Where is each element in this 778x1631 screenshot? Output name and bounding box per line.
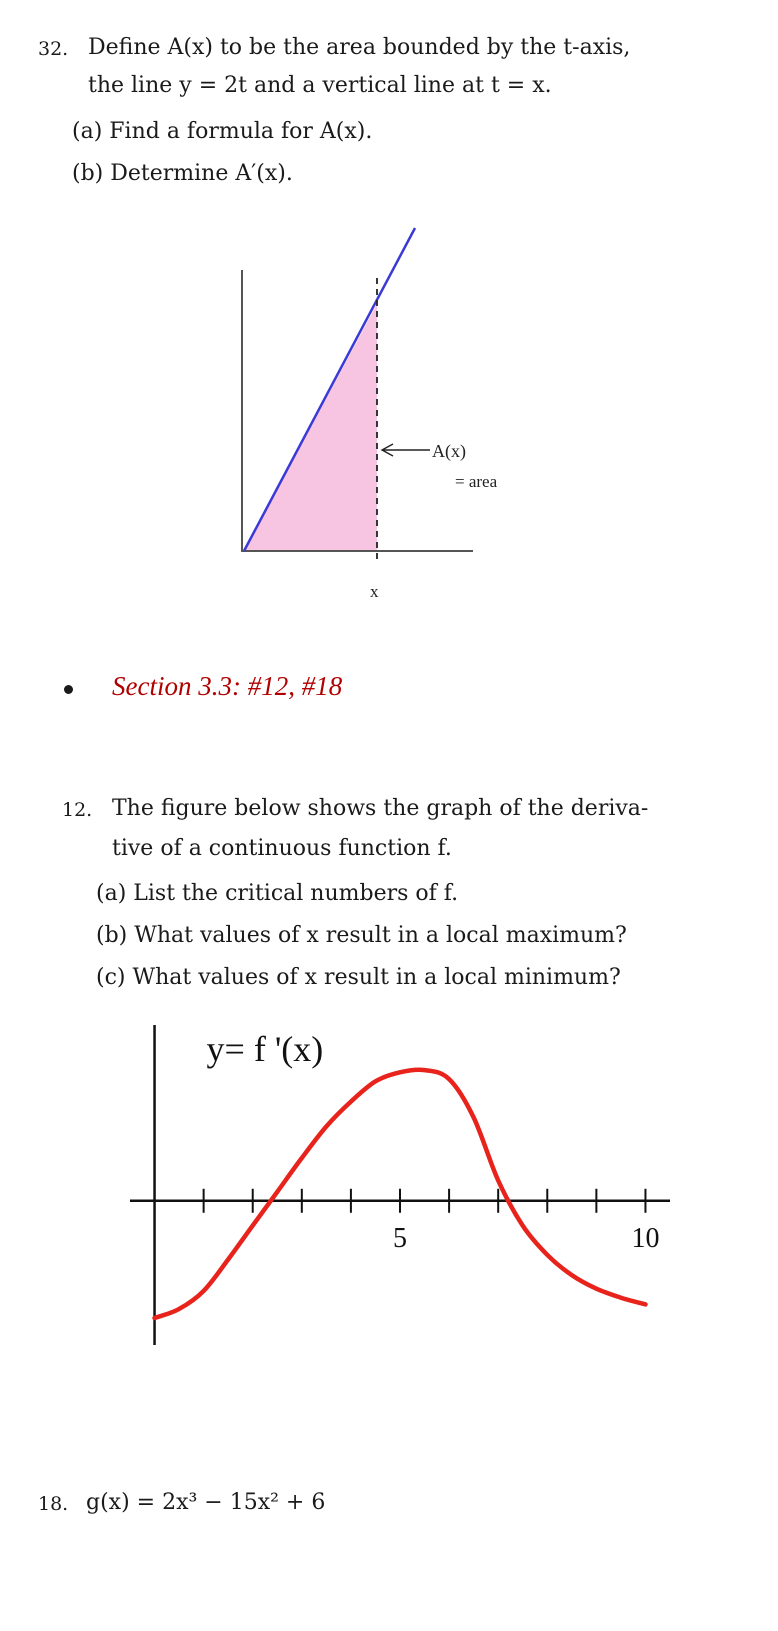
data-point-12 (448, 1078, 451, 1081)
arrow-label: A(x) (432, 441, 466, 461)
data-point-14 (497, 1179, 500, 1182)
data-point-16 (546, 1253, 549, 1256)
data-point-5 (276, 1190, 279, 1193)
problem-32-line2: the line y = 2t and a vertical line at t = x. (88, 73, 552, 98)
chart-title: y= f '(x) (206, 1029, 324, 1069)
area-label: = area (455, 472, 498, 491)
problem-12-part-c: (c) What values of x result in a local minimum? (96, 965, 621, 990)
data-point-15 (521, 1224, 524, 1227)
data-point-19 (619, 1296, 622, 1299)
derivative-chart (120, 1015, 680, 1355)
data-point-18 (595, 1287, 598, 1290)
data-point-4 (251, 1224, 254, 1227)
data-point-3 (227, 1258, 230, 1261)
problem-12-line1: The figure below shows the graph of the deriva- (112, 796, 649, 821)
data-point-13 (472, 1116, 475, 1119)
data-point-11 (423, 1069, 426, 1072)
x-label: x (370, 582, 379, 601)
problem-32-part-b: (b) Determine A′(x). (72, 161, 293, 186)
problem-32-number: 32. (38, 38, 69, 60)
problem-12-part-b: (b) What values of x result in a local maximum? (96, 923, 627, 948)
bullet-icon (64, 685, 73, 694)
data-point-6 (300, 1156, 303, 1159)
data-point-2 (202, 1289, 205, 1292)
data-point-9 (374, 1080, 377, 1083)
section-heading: Section 3.3: #12, #18 (112, 671, 343, 701)
data-point-0 (153, 1316, 156, 1319)
data-point-10 (399, 1071, 402, 1074)
area-figure (230, 218, 530, 608)
problem-12-number: 12. (62, 799, 93, 821)
data-point-20 (644, 1303, 647, 1306)
data-point-8 (349, 1100, 352, 1103)
data-point-17 (570, 1274, 573, 1277)
data-point-7 (325, 1125, 328, 1128)
problem-12-part-a: (a) List the critical numbers of f. (96, 881, 459, 906)
x-tick-label-10: 10 (631, 1222, 660, 1254)
area-arrow (382, 444, 430, 456)
problem-32-line1: Define A(x) to be the area bounded by the t-axis, (88, 35, 631, 60)
problem-18-expression: g(x) = 2x³ − 15x² + 6 (86, 1490, 326, 1515)
problem-32-part-a: (a) Find a formula for A(x). (72, 119, 373, 144)
problem-18-number: 18. (38, 1493, 69, 1515)
x-tick-label-5: 5 (393, 1222, 407, 1254)
problem-12-line2: tive of a continuous function f. (112, 836, 452, 861)
data-point-1 (178, 1307, 181, 1310)
